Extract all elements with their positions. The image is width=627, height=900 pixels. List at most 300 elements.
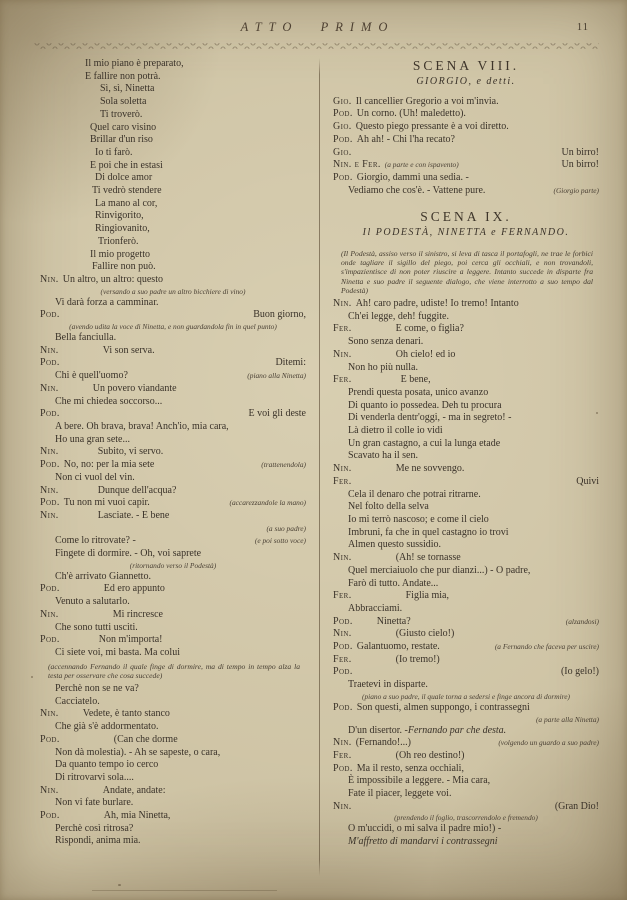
dialogue-line (40, 383, 306, 396)
line-text: Ah, mia Ninetta, (103, 810, 171, 822)
inline-stage-direction: (a suo padre) (266, 523, 306, 533)
left-column (40, 58, 319, 876)
speaker-label: Nin. (40, 273, 59, 285)
dialogue-line (333, 763, 599, 776)
speaker-label: Fer. (333, 323, 352, 335)
line-text: Ed ero appunto (103, 583, 165, 595)
line-text: Fallire non può. (92, 261, 156, 273)
line-text: Questo piego pressante è a voi diretto. (355, 121, 509, 133)
dialogue-line (40, 785, 306, 798)
line-text: Un gran castagno, a cui la lunga etade (348, 437, 501, 449)
line-text: E voi gli deste (248, 408, 306, 420)
page-header (38, 20, 597, 38)
dialogue-line (333, 737, 599, 750)
line-text: Non ci vuol del vin. (55, 471, 135, 483)
dialogue-line (40, 459, 306, 472)
line-text: Non vi fate burlare. (55, 797, 134, 809)
line-text: Rispondi, anima mia. (55, 835, 141, 847)
scene-heading (333, 209, 599, 224)
line-text: Mi rincresce (112, 608, 163, 620)
dialogue-line (333, 641, 599, 654)
dialogue-line (40, 510, 306, 523)
dialogue-line (333, 836, 599, 849)
line-text: E bene, (400, 374, 431, 386)
speaker-label: Nin. (40, 446, 59, 458)
line-text: Io mi terrò nascoso; e come il cielo (348, 514, 489, 525)
speaker-label: Fer. (333, 374, 352, 386)
inline-stage-direction: (a Fernando che faceva per uscire) (494, 642, 599, 652)
line-text: O m'uccidi, o mi salva il padre mio!) - (348, 823, 502, 835)
dialogue-line (333, 400, 599, 413)
dialogue-line (333, 823, 599, 836)
line-text: Ch'è arrivato Giannetto. (55, 570, 151, 582)
line-text: Come lo ritrovate? - (55, 535, 136, 547)
speaker-label: Pod. (40, 309, 60, 321)
dialogue-line (40, 396, 306, 409)
paper-speck (31, 676, 33, 678)
dialogue-line (333, 362, 599, 375)
line-text: Ti vedrò stendere (92, 185, 162, 197)
dialogue-line (40, 622, 306, 635)
line-text: Che mi chiedea soccorso... (55, 395, 163, 407)
verse-line (40, 122, 306, 135)
speaker-label: Nin. (40, 484, 59, 496)
line-text: Venuto a salutarlo. (55, 596, 130, 608)
dialogue-line (40, 345, 306, 358)
verse-line (40, 71, 306, 84)
dialogue-line (333, 578, 599, 591)
line-text: Un corno. (Uh! maledetto). (356, 108, 466, 120)
dialogue-line (333, 801, 599, 814)
speaker-label: Pod. (333, 133, 353, 145)
line-text: Ditemi: (275, 357, 306, 369)
line-text: Nel folto della selva (348, 501, 429, 513)
dialogue-line (333, 147, 599, 160)
dialogue-line (333, 336, 599, 349)
dialogue-line (333, 121, 599, 134)
dialogue-line (40, 297, 306, 310)
stage-direction (333, 813, 599, 823)
dialogue-line (333, 666, 599, 679)
dialogue-line (40, 583, 306, 596)
line-text: (Il Podestà, assiso verso il sinistro, si leva di tasca il portafogli, ne trae le forbici onde tagliare il sigillo del piego, poi cerca gli occhiali, e non trovandoli, s'impazientisce di non poter riuscire a leggere. Intanto succede in disparte fra Ninetta e suo padre il seguente dialogo, che viene interrotto a suo tempo dal Podestà) (341, 249, 593, 295)
line-text: Buon giorno, (253, 309, 306, 321)
dialogue-line (40, 548, 306, 561)
line-text: (Fernando!...) (355, 737, 411, 749)
dialogue-line (333, 654, 599, 667)
inline-stage-direction: (volgendo un guardo a suo padre) (498, 738, 599, 748)
dialogue-line (40, 647, 306, 660)
dialogue-line (40, 696, 306, 709)
line-text: (a parte alla Ninetta) (535, 714, 599, 724)
dialogue-line (40, 708, 306, 721)
speaker-label: Pod. (40, 459, 60, 471)
line-text: Andate, andate: (102, 784, 166, 796)
dialogue-line (40, 535, 306, 548)
line-text: Il mio progetto (90, 248, 150, 260)
line-text: Rinvigorito, (95, 210, 144, 222)
line-text: (versando a suo padre un altro bicchiere di vino) (100, 286, 246, 296)
line-text: M'affretto di mandarvi i contrassegni (348, 836, 498, 848)
line-text: Perchè non se ne va? (55, 683, 139, 695)
inline-stage-direction: (e poi sotto voce) (254, 536, 306, 546)
line-text: Un birro! (561, 159, 599, 171)
line-text: Almen questo sussidio. (348, 539, 442, 551)
line-text: Giorgio, dammi una sedia. - (356, 171, 469, 183)
line-text: Cacciatelo. (55, 695, 100, 707)
line-text: (avendo udita la voce di Ninetta, e non guardandola fin in quel punto) (69, 322, 277, 332)
paper-speck (118, 884, 121, 886)
line-text: Brillar d'un riso (90, 134, 153, 146)
inline-stage-direction: (alzandosi) (565, 616, 599, 626)
dialogue-line (333, 387, 599, 400)
line-text: Vedete, è tanto stanco (82, 708, 170, 720)
dialogue-line (333, 679, 599, 692)
line-text: Fingete di dormire. - Oh, voi saprete (55, 548, 202, 560)
verse-line (40, 236, 306, 249)
speaker-label: Pod. (40, 408, 60, 420)
right-column (320, 58, 599, 876)
line-text: Farò di tutto. Andate... (348, 577, 439, 589)
line-text: Non ho più nulla. (348, 361, 418, 373)
speaker-label: Nin. (40, 509, 59, 521)
line-text: Vi son serva. (102, 344, 155, 356)
speaker-label: Pod. (333, 762, 353, 774)
dialogue-line (333, 603, 599, 616)
dialogue-line (333, 788, 599, 801)
speaker-label: Nin. (333, 348, 352, 360)
dialogue-line (333, 463, 599, 476)
speaker-label: Pod. (40, 357, 60, 369)
line-text: SCENA IX. (420, 209, 512, 225)
dialogue-line (40, 609, 306, 622)
line-text: Fate il piacer, leggete voi. (348, 788, 452, 800)
line-text: (ritornando verso il Podestà) (129, 560, 217, 570)
verse-line (40, 185, 306, 198)
inline-stage-direction: (piano alla Ninetta) (247, 371, 306, 381)
speaker-label: Fer. (333, 653, 352, 665)
line-text: Da quanto tempo io cerco (55, 759, 159, 771)
dialogue-line (333, 590, 599, 603)
dialogue-line (333, 489, 599, 502)
verse-line (40, 223, 306, 236)
speaker-label: Nin. (40, 708, 59, 720)
dialogue-line (40, 357, 306, 370)
dialogue-line (333, 298, 599, 311)
line-text: Imbruni, fa che in quel castagno io trovi (348, 526, 509, 538)
line-text: Ch'ei legge, deh! fuggite. (348, 310, 449, 322)
verse-line (40, 147, 306, 160)
dialogue-line (333, 450, 599, 463)
line-text: Non dà molestia). - Ah se sapeste, o cara, (55, 746, 221, 758)
line-text: Cela il denaro che potrai ritrarne. (348, 488, 481, 500)
dialogue-line (333, 775, 599, 788)
dialogue-line (333, 134, 599, 147)
line-text: Ringiovanito, (95, 223, 150, 235)
verse-line (40, 134, 306, 147)
line-text: Il mio piano è preparato, (85, 58, 184, 69)
speaker-label: Nin. e Fer. (333, 159, 381, 171)
dialogue-line (333, 159, 599, 172)
line-text: Io ti farò. (95, 146, 133, 158)
verse-line (40, 172, 306, 185)
line-text: Ci siete voi, mi basta. Ma colui (55, 646, 180, 658)
dialogue-line (40, 434, 306, 447)
line-text: SCENA VIII. (412, 58, 520, 73)
line-text-italic: Fernando par che desta. (407, 724, 507, 736)
line-text: E poi che in estasi (90, 159, 163, 171)
dialogue-line (40, 797, 306, 810)
page-number: 11 (576, 22, 589, 33)
speaker-label: Fer. (333, 590, 352, 602)
text-columns (40, 58, 599, 876)
dialogue-line (333, 438, 599, 451)
line-text: E come, o figlia? (395, 323, 464, 335)
dialogue-line (333, 628, 599, 641)
scene-cast (333, 227, 599, 240)
speaker-label: Pod. (40, 810, 60, 822)
line-text: Sì, sì, Ninetta (100, 83, 155, 95)
speaker-label: Gio. (333, 95, 352, 107)
line-text: Di dolce amor (95, 172, 153, 184)
line-text: Bella fanciulla. (55, 332, 117, 344)
line-text: (Gran Dio! (554, 800, 599, 812)
stage-direction (333, 692, 599, 702)
dialogue-line (40, 810, 306, 823)
dialogue-line (40, 823, 306, 836)
speaker-label: Nin. (333, 800, 352, 812)
dialogue-line (333, 702, 599, 715)
line-text: (Oh reo destino!) (395, 749, 465, 761)
speaker-label: Pod. (333, 641, 353, 653)
dialogue-line (333, 539, 599, 552)
line-text: Un povero viandante (92, 382, 177, 394)
dialogue-line (40, 634, 306, 647)
dialogue-line (333, 311, 599, 324)
speaker-label: Pod. (333, 666, 353, 678)
line-text: Un altro, un altro: questo (62, 273, 163, 285)
speaker-label: Pod. (40, 733, 60, 745)
line-text: Galantuomo, restate. (356, 641, 440, 653)
dialogue-line (40, 370, 306, 383)
line-text: No, no: per la mia sete (63, 459, 155, 471)
scene-cast (333, 76, 599, 89)
line-text: Ti troverò. (100, 108, 143, 120)
verse-line (40, 58, 306, 71)
dialogue-line (40, 472, 306, 485)
speaker-label: Nin. (40, 382, 59, 394)
line-text: (Io gelo!) (560, 666, 599, 678)
dialogue-line (333, 412, 599, 425)
stage-direction (40, 322, 306, 332)
line-text: Di venderla dentr'oggi, - ma in segreto! - (348, 412, 512, 424)
line-text: Che sono tutti usciti. (55, 621, 138, 633)
line-text: Ma il resto, senza occhiali, (356, 762, 464, 774)
dialogue-line (333, 750, 599, 763)
line-text: E fallire non potrà. (85, 70, 161, 82)
line-text: Là dietro il colle io vidi (348, 425, 443, 437)
dialogue-line (333, 725, 599, 738)
dialogue-line (333, 349, 599, 362)
speaker-label: Pod. (40, 634, 60, 646)
line-text: (accennando Fernando il quale finge di dormire, ma di tempo in tempo alza la testa per osservare che cosa succede) (48, 661, 300, 680)
speaker-label: Fer. (333, 475, 352, 487)
line-text: (Ah! se tornasse (395, 552, 461, 564)
speaker-label: Nin. (40, 344, 59, 356)
line-text: Son questi, almen suppongo, i contrassegni (356, 701, 530, 713)
dialogue-line (40, 332, 306, 345)
dialogue-line (333, 501, 599, 514)
dialogue-line (40, 596, 306, 609)
line-text: Oh cielo! ed io (395, 348, 456, 360)
stage-direction (40, 561, 306, 571)
line-text: Di ritrovarvi sola.... (55, 771, 134, 783)
line-text: Ho una gran sete... (55, 433, 130, 445)
dialogue-line (333, 527, 599, 540)
verse-line (40, 160, 306, 173)
line-text: È impossibile a leggere. - Mia cara, (348, 775, 491, 787)
verse-line (40, 83, 306, 96)
line-text: Tu non mi vuoi capir. (63, 497, 150, 509)
speaker-label: Nin. (333, 737, 352, 749)
dialogue-line (333, 172, 599, 185)
line-text: Quel merciaiuolo che pur dianzi...) - O padre, (348, 564, 531, 576)
speaker-label: Nin. (333, 628, 352, 640)
line-text: Quel caro visino (90, 121, 157, 133)
speaker-label: Gio. (333, 146, 352, 158)
line-text: Prendi questa posata, unico avanzo (348, 386, 489, 398)
inline-stage-direction: (accarezzandole la mano) (229, 498, 306, 508)
dialogue-line (40, 523, 306, 536)
line-text: (Io tremo!) (395, 653, 440, 665)
speaker-label: Nin. (333, 463, 352, 475)
line-text: Trionferò. (98, 235, 139, 247)
line-text: Vi darà forza a camminar. (55, 296, 159, 308)
speaker-label: Nin. (333, 298, 352, 310)
line-text: Chi è quell'uomo? (55, 370, 128, 382)
line-text: Non m'importa! (98, 634, 163, 646)
line-text: Sono senza denari. (348, 336, 424, 348)
paper-speck (596, 412, 598, 414)
line-text: (prendendo il foglio, trascorrendolo e fremendo) (394, 813, 538, 823)
stage-direction (40, 660, 306, 683)
line-text: Vediamo che cos'è. - Vattene pure. (348, 184, 486, 196)
dialogue-line (40, 683, 306, 696)
line-text: Di quanto io possedea. Deh tu procura (348, 399, 502, 411)
speaker-label: Pod. (40, 497, 60, 509)
line-text: Ah ah! - Chi l'ha recato? (356, 133, 455, 145)
dialogue-line (333, 323, 599, 336)
dialogue-line (40, 446, 306, 459)
dialogue-line (40, 408, 306, 421)
line-text: Traetevi in disparte. (348, 679, 428, 691)
dialogue-line (40, 759, 306, 772)
dialogue-line (333, 96, 599, 109)
line-text: Scavato ha il sen. (348, 450, 418, 462)
line-text: Figlia mia, (405, 590, 449, 602)
line-text: Ninetta? (376, 615, 411, 627)
line-text: Il PODESTÀ, NINETTA e FERNANDO. (362, 227, 570, 239)
speaker-label: Gio. (333, 121, 352, 133)
line-text: (Giusto cielo!) (395, 628, 455, 640)
speaker-label: Pod. (333, 615, 353, 627)
speaker-label: Pod. (333, 171, 353, 183)
verse-line (40, 96, 306, 109)
dialogue-line (333, 616, 599, 629)
line-text: Lasciate. - E bene (97, 509, 170, 521)
wavy-rule (34, 43, 599, 49)
inline-stage-direction: (Giorgio parte) (553, 185, 599, 195)
speaker-label: Pod. (333, 108, 353, 120)
line-text: Subito, vi servo. (97, 446, 164, 458)
dialogue-line (40, 497, 306, 510)
dialogue-line (40, 421, 306, 434)
dialogue-line (333, 565, 599, 578)
line-text: La mano al cor, (95, 197, 158, 209)
verse-line (40, 249, 306, 262)
speaker-label: Nin. (40, 784, 59, 796)
line-text: GIORGIO, e detti. (416, 76, 516, 87)
speaker-label: Nin. (40, 608, 59, 620)
bottom-hairline (92, 890, 277, 891)
inline-stage-direction: (trattenendola) (261, 460, 306, 470)
line-text: Me ne sovvengo. (395, 463, 465, 475)
dialogue-line (333, 425, 599, 438)
line-text: (piano a suo padre, il quale torna a sedersi e finge ancora di dormire) (361, 691, 570, 701)
dialogue-line (40, 747, 306, 760)
line-text: (Can che dorme (113, 733, 178, 745)
stage-direction (333, 247, 599, 298)
line-text: Che già s'è addormentato. (55, 721, 159, 733)
inline-stage-direction: (a parte e con ispavento) (384, 160, 459, 170)
speaker-label: Pod. (333, 701, 353, 713)
dialogue-line (333, 185, 599, 198)
verse-line (40, 198, 306, 211)
line-text: Un birro! (561, 146, 599, 158)
dialogue-line (40, 721, 306, 734)
dialogue-line (333, 108, 599, 121)
dialogue-line (40, 734, 306, 747)
line-text: Quivi (576, 475, 599, 487)
line-text: Abbracciami. (348, 602, 403, 614)
speaker-label: Pod. (40, 583, 60, 595)
line-text: A bere. Oh brava, brava! Anch'io, mia cara, (55, 420, 229, 432)
dialogue-line (333, 514, 599, 527)
speaker-label: Fer. (333, 749, 352, 761)
dialogue-line (333, 476, 599, 489)
act-title: ATTO PRIMO (240, 20, 395, 34)
line-text: Il cancellier Gregorio a voi m'invia. (355, 95, 499, 107)
dialogue-line (40, 309, 306, 322)
dialogue-line (40, 835, 306, 848)
scene-heading (333, 58, 599, 73)
verse-line (40, 210, 306, 223)
line-text: Perchè così ritrosa? (55, 822, 134, 834)
dialogue-line (40, 571, 306, 584)
dialogue-line (40, 485, 306, 498)
verse-line (40, 261, 306, 274)
dialogue-line (40, 772, 306, 785)
stage-direction (333, 715, 599, 725)
dialogue-line (333, 374, 599, 387)
line-text: D'un disertor. - (348, 724, 408, 736)
dialogue-line (40, 274, 306, 287)
line-text: Sola soletta (100, 96, 147, 108)
verse-line (40, 109, 306, 122)
line-text: Ah! caro padre, udiste! Io tremo! Intanto (355, 298, 519, 310)
speaker-label: Nin. (333, 552, 352, 564)
dialogue-line (333, 552, 599, 565)
